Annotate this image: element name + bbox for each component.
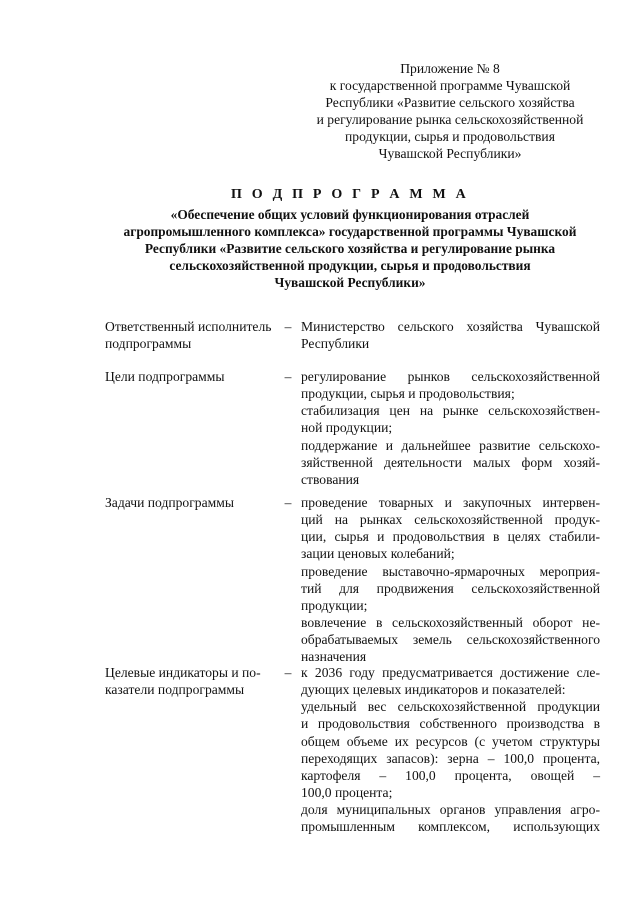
row-value-line: проведение выставочно-ярмарочных мероприя- [301,563,600,579]
row-value-line: и продовольствия собственного производства в [301,716,600,732]
appendix-line: Чувашской Республики» [378,146,522,161]
row-value-line: ствования [301,471,360,487]
row-value-line: Республики [301,336,370,352]
row-value-line: назначения [301,649,367,665]
subprogram-name-line: Чувашской Республики» [274,275,426,290]
row-value-line: продукции, сырья и продовольствия; [301,386,515,402]
row-label-line: Ответственный исполнитель [105,319,272,334]
row-value-line: обрабатываемых земель сельскохозяйственного [301,632,600,648]
row-value [301,318,600,352]
subprogram-heading [100,186,600,291]
row-value-line: доля муниципальных органов управления агро- [301,802,600,818]
row-dash: – [284,319,292,334]
appendix-line: и регулирование рынка сельскохозяйственной [316,112,584,127]
row-value-line: ций на рынках сельскохозяйственной продук- [301,512,600,528]
row-value-line: картофеля – 100,0 процента, овощей – [301,767,600,783]
subprogram-title: П О Д П Р О Г Р А М М А [231,187,469,202]
appendix-line: Приложение № 8 [400,61,500,76]
row-label [105,664,275,698]
row-label [105,494,275,511]
subprogram-name-line: «Обеспечение общих условий функционирования отраслей [170,207,530,222]
row-value-line: 100,0 процента; [301,785,393,801]
row-value-line: стабилизация цен на рынке сельскохозяйствен- [301,403,600,419]
row-label-line: Целевые индикаторы и по- [105,665,261,680]
row-dash: – [284,369,292,384]
row-value-line: промышленным комплексом, использующих [301,819,600,835]
row-value-line: вовлечение в сельскохозяйственный оборот не- [301,615,600,631]
row-label-line: казатели подпрограммы [105,682,245,698]
row-label [105,368,275,385]
row-value-line: поддержание и дальнейшее развитие сельскохо- [301,437,600,453]
appendix-header [300,60,600,162]
row-value-line: тий для продвижения сельскохозяйственной [301,580,600,596]
row-value [301,664,600,836]
row-value-line: дующих целевых индикаторов и показателей: [301,682,566,698]
row-dash: – [284,665,292,680]
subprogram-name-line: сельскохозяйственной продукции, сырья и продовольствия [169,258,531,273]
subprogram-name-line: Республики «Развитие сельского хозяйства и регулирование рынка [144,241,556,256]
row-value-line: общем объеме их ресурсов (с учетом структуры [301,733,600,749]
appendix-line: продукции, сырья и продовольствия [345,129,555,144]
appendix-line: к государственной программе Чувашской [329,78,571,93]
row-value-line: регулирование рынков сельскохозяйственной [301,369,600,384]
row-value-line: переходящих запасов): зерна – 100,0 процента, [301,750,600,766]
row-value-line: проведение товарных и закупочных интервен- [301,495,600,510]
row-value-line: удельный вес сельскохозяйственной продукции [301,699,600,715]
row-value-line: зации ценовых колебаний; [301,546,455,562]
row-value-line: зяйственной деятельности малых форм хозяй- [301,454,600,470]
row-label-line: Цели подпрограммы [105,369,225,384]
row-label-line: подпрограммы [105,336,192,352]
row-value-line: к 2036 году предусматривается достижение сле- [301,665,600,680]
row-dash: – [284,495,292,510]
row-value-line: ной продукции; [301,420,393,436]
row-value-line: продукции; [301,597,368,613]
row-value [301,368,600,488]
row-value-line: ции, сырья и продовольствия в целях стабили- [301,529,600,545]
subprogram-name-line: агропромышленного комплекса» государственной программы Чувашской [123,224,577,239]
row-value [301,494,600,666]
row-label-line: Задачи подпрограммы [105,495,234,510]
appendix-line: Республики «Развитие сельского хозяйства [325,95,575,110]
row-label [105,318,275,352]
row-value-line: Министерство сельского хозяйства Чувашской [301,319,600,334]
